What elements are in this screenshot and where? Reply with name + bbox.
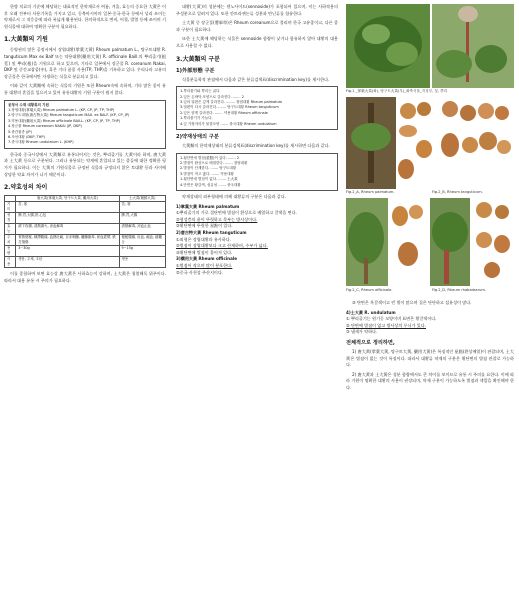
list-item: ②중국 사천성 주산지이다. <box>176 269 224 275</box>
origin-box-line: 6.조선대황 (DKP, THP) <box>8 134 45 139</box>
section-1-title: 1.大黃類의 기원 <box>4 36 48 44</box>
key-line: 1.횡단면에 별점이 없다. ....... 土大黃 <box>180 177 238 182</box>
table-cell: 생용 <box>119 257 165 268</box>
table-row <box>5 246 166 257</box>
origin-box-line: 4.장군풀 Rheum coreanum NAKAI (JP, DKP) <box>8 124 82 129</box>
fig2a-caption: Fig.2_A, Rheum palmatum. <box>346 190 395 194</box>
section-2-title: 2.약효성의 차이 <box>4 184 48 192</box>
table-cell: 3~30g <box>16 246 119 257</box>
list-item: 3)藥用大黃 Rheum officinale <box>176 256 238 262</box>
key-line: 1.뿌리줄기와 뿌리는 굵다. <box>180 89 221 94</box>
table-cell: 苦, 寒 <box>119 202 165 213</box>
fig2b-caption: Fig.2_B, Rheum tanguticum. <box>432 190 483 194</box>
list-item: 2)唐古特大黃 Rheum tanguticum <box>176 230 247 235</box>
subsection-4-title: 4)土大黃 R. undulatum <box>346 309 396 315</box>
list-item: ① 뿌리줄기는 원기둥 모양이며 표면은 황갈색이다. <box>346 316 437 322</box>
key-line: 3.열편이 다시 갈라진다. ....... 탕구트대황 Rheum tanguticum <box>180 105 279 110</box>
origin-box <box>4 100 166 149</box>
table-cell: 기미 <box>5 202 16 213</box>
table-cell: 효능 <box>5 224 16 235</box>
key-line: 3.별점이 작고 많다. ....... 약용대황 <box>180 171 234 176</box>
origin-box-line: 2.탕구트대황(唐古特大黃) Rheum tanguticum MAX. ex BALF. (KP, CP, JP) <box>8 113 130 118</box>
column-1 <box>4 4 166 287</box>
table-row <box>5 235 166 246</box>
list-item: ①뿌리줄기의 가로 절단면에 별점이 환상으로 배열하고 갈색을 띤다. <box>176 210 297 216</box>
key-line: 2.별점이 산재한다. ....... 탕구트대황 <box>180 166 237 171</box>
summary-paragraph-2: 2) 唐大黃과 土大黃은 성분 함량에서도 큰 차이를 보이므로 유통 시 주의를 요한다. 이에 따라 기원이 명확한 대황의 사용이 권장되며, 약재 구분이 가능하도록 별점과 색깔을 확인해야 한다. <box>346 371 514 390</box>
table-cell: 생용, 주제, 초탄 <box>16 257 119 268</box>
col2-paragraph-2: 土大黃 중 장군풀(將軍草)은 Rheum coreanum으로 불리며 한국 고유종이고, 다른 종과 구분이 필요하다. <box>176 20 338 32</box>
origin-box-line: 7.중국대황 Rheum undulatum L. (KHP) <box>8 140 74 145</box>
section-3-2-paragraph: 大黃類의 한약재상태의 분류검색표(discrimination key)를 제시하면 다음과 같다. <box>182 143 330 148</box>
section-3-title: 3.大黃類의 구분 <box>176 55 220 63</box>
col3-paragraph-1: ③ 단면은 흑갈색이고 빈 별이 많으며 질은 단단하고 섬유성이 많다. <box>352 300 472 305</box>
fig2c-root-slices <box>392 205 423 266</box>
list-item: ②형성층의 윤이 뚜렷하고 목부는 방사상이다. <box>176 216 258 222</box>
table-cell: 苦, 寒 <box>16 202 119 213</box>
table-row <box>5 257 166 268</box>
origin-box-line: 3.약용대황(藥用大黃) Rheum officinale BAILL. (KP, CP, JP, TP, THP) <box>8 118 121 123</box>
col2-paragraph-3: 또한 土大黃에 해당하는 식물은 sennoside 함량이 낮거나 함유하지 않아 대황의 대용으로 사용할 수 없다. <box>176 36 338 48</box>
fig2-cd-photos <box>346 198 514 286</box>
list-item: 1)掌葉大黃 Rheum palmatum <box>176 203 240 209</box>
section-2-paragraph: 이를 종합하여 보면 효능상 唐大黃은 사하효능이 강하며, 土大黃은 청열해독 위주이다. 따라서 대용 유통 시 주의가 필요하다. <box>4 271 166 283</box>
table-cell: 주치 <box>5 235 16 246</box>
table-cell: 귀경 <box>5 213 16 224</box>
key-line: 1.횡단면에 별점(星點)이 있다. ....... 2 <box>180 155 240 160</box>
origin-box-line: 1.장엽대황(掌葉大黃) Rheum palmatum L. (KP, CP, JP, TP, THP) <box>8 107 115 112</box>
fig1-plant-photos <box>346 4 514 88</box>
list-item: ③횡단면에 뚜렷한 星點이 있다. <box>176 223 233 229</box>
list-item: ③횡단면에 별점이 흩어져 있다. <box>176 249 233 255</box>
col2-paragraph-1: 대황(大黃)의 성분에는 센노사이드(sennoside)가 포함되어 있으며, 이는 사하작용의 주성분으로 알려져 있다. 또한 안트라퀴논류 성분과 탄닌류를 함유한다. <box>176 4 338 16</box>
section-1-paragraph-1: 동양권의 많은 공정서에서 장엽대황(掌葉大黃) Rheum palmatum L., 탕구트대황 R. tanguticum Max ex Balf 또는 약용대황(藥用大黃) R. officinale Baill.의 뿌리줄기(根莖) 및 뿌리(根)을 기원으로 하고 있으며, 기타로 일본에서 장군풀 R. coreanum Nakai, DKP 및 중간교잡종(中), 혹은 기타 품종 사용(TP, THP)을 기록하고 있다. 우리나라 고유의 장군풀은 한국에서만 자생하는 식물로 분류되고 있다. <box>4 47 166 79</box>
summary-title: 전체적으로 정리하면, <box>346 339 395 346</box>
table-cell: 實熱便秘, 積滯腹痛, 血熱吐衄, 目赤咽腫, 癰腫瘡毒, 瘀血經閉, 跌打損傷 <box>16 235 119 246</box>
section-1-paragraph-2: 이와 같이 大黃類에 속하는 식물의 기원은 또한 Rheum속에 속하며, 기타 많은 종이 유통 대황의 혼입을 일으키고 있어 유통대황의 기원 구분이 쉽지 않다. <box>4 83 166 95</box>
fig2d-root-slices <box>476 202 510 278</box>
origin-box-title: 공정서 수재 대황류의 기원 <box>8 102 49 107</box>
intro-paragraph: 한방 치료의 기준에 해당하는 대표적인 한약재로서 여름, 겨울, 효능의 중요한 大黃은 이후 오래 전부터 사용기록을 가지고 있고, 동북아시아의 일본·중국·한국 등에서 널리 쓰이는 약재로서 그 적응증에 따라 폭넓게 활용된다. 한의학적으로 변비, 어혈, 발열 등에 쓰이며 기원식물에 대하여 명확한 구분이 필요하다. <box>4 4 166 29</box>
list-item: ①외형은 장엽대황과 유사하다. <box>176 236 232 242</box>
table-cell: 土大黃(朝鮮大黃) <box>119 196 165 202</box>
table-row <box>5 213 166 224</box>
list-item: ①별점이 작으며 많이 분포한다. <box>176 262 233 268</box>
key-line: 4.단면은 황갈색, 섬유성 ....... 중국대황 <box>180 182 241 187</box>
section-1-paragraph-3: 한국과 중국시장에서 大黃類로 유통되어지는 것은, 뿌리줄기를 大黃이라 하며, 唐大黃과 土大黃 등으로 구분된다. 그러나 유통되는 약재에 혼입되고 있는 종들에 대한 정확한 평가가 필요하다. 이는 大黃의 기원식물로 규정된 식물과 규정되지 않은 토대황 등과 사이에 상당한 약효 차이가 나기 때문이다. <box>4 151 166 177</box>
section-3-2-title: 2)약재상태의 구분 <box>176 134 219 140</box>
table-cell: 사용 <box>5 257 16 268</box>
efficacy-table <box>4 195 166 268</box>
fig2-ab-photos <box>346 97 514 189</box>
summary-paragraph-1: 1) 唐大黃(掌葉大黃, 탕구트大黃, 藥用大黃)은 특징적인 星點(환상배열)이 관찰되며, 土大黃은 별점이 없는 것이 특징이다. 따라서 대황류 약재의 구분은 횡단면의 별점 관찰로 가능하다. <box>346 348 514 368</box>
table-row <box>5 202 166 213</box>
key-line: 3.잎의 열편은 깊게 갈라진다. ........ 장엽대황 Rheum palmatum <box>180 99 283 104</box>
section-3-1-title: 1)外部形態 구분 <box>176 67 215 74</box>
column-2 <box>176 4 338 276</box>
fig2a-root-slices <box>398 102 432 179</box>
key-line: 2.별점이 환상으로 배열한다. ....... 장엽대황 <box>180 161 248 165</box>
key-line: 2.잎은 얕게 갈라진다. ....... 약용대황 Rheum officinale <box>180 110 268 115</box>
table-cell: 脾,胃,大腸,肝,心包 <box>16 213 119 224</box>
table-cell: 9~15g <box>119 246 165 257</box>
list-item: ② 단면에 별점이 없고 방사상의 무늬가 있다. <box>346 322 427 328</box>
list-item: ③ 냄새가 약하다. <box>346 329 378 335</box>
fig2b-root-slices <box>441 101 511 157</box>
table-cell: 瀉下攻積, 淸熱瀉火, 凉血解毒 <box>16 224 119 235</box>
fig1-caption: Fig.1 _掌葉大黃(좌), 탕구트大黃(우)_좌측식물_지상부, 꽃, 뿌리 <box>346 89 448 93</box>
key-line: 1.뿌리줄기가 가늘다. <box>180 116 213 121</box>
fig2d-caption: Fig.2_D, Rheum rhabarbarum. <box>432 288 487 292</box>
table-cell: 淸熱解毒, 凉血止血 <box>119 224 165 235</box>
discrimination-key-box-1 <box>176 86 338 130</box>
discrimination-key-box-2 <box>176 153 338 191</box>
table-cell: 便秘腹痛, 吐血, 衄血, 瘡癰 등 <box>119 235 165 246</box>
section-3-2-paragraph-2: 약재상태의 외부형태에 의해 대황류의 구분은 다음과 같다. <box>182 194 287 200</box>
table-cell: 脾,胃,大腸 <box>119 213 165 224</box>
origin-box-line: 5.중간잡종 (JP) <box>8 129 32 134</box>
key-line: 2.잎은 손바닥 모양으로 갈라진다. ....... 2 <box>180 94 244 99</box>
column-3-text <box>346 300 514 395</box>
section-3-1-paragraph: 식물분류학적 관점에서 다음과 같은 분류검색표(discrimination key)를 제시한다. <box>182 76 330 82</box>
table-cell: 용량 <box>5 246 16 257</box>
fig2c-caption: Fig.2_C, Rheum officinale. <box>346 288 393 292</box>
table-row <box>5 224 166 235</box>
list-item: ②별점이 장엽대황보다 크고 산재하며, 수부가 넓다. <box>176 243 268 249</box>
table-cell: 唐大黃(掌葉大黃, 탕구트大黃, 藥用大黃) <box>16 196 119 202</box>
key-line: 4.잎 가장자리가 물결모양 ....... 중국대황 Rheum undulatum <box>180 121 277 126</box>
